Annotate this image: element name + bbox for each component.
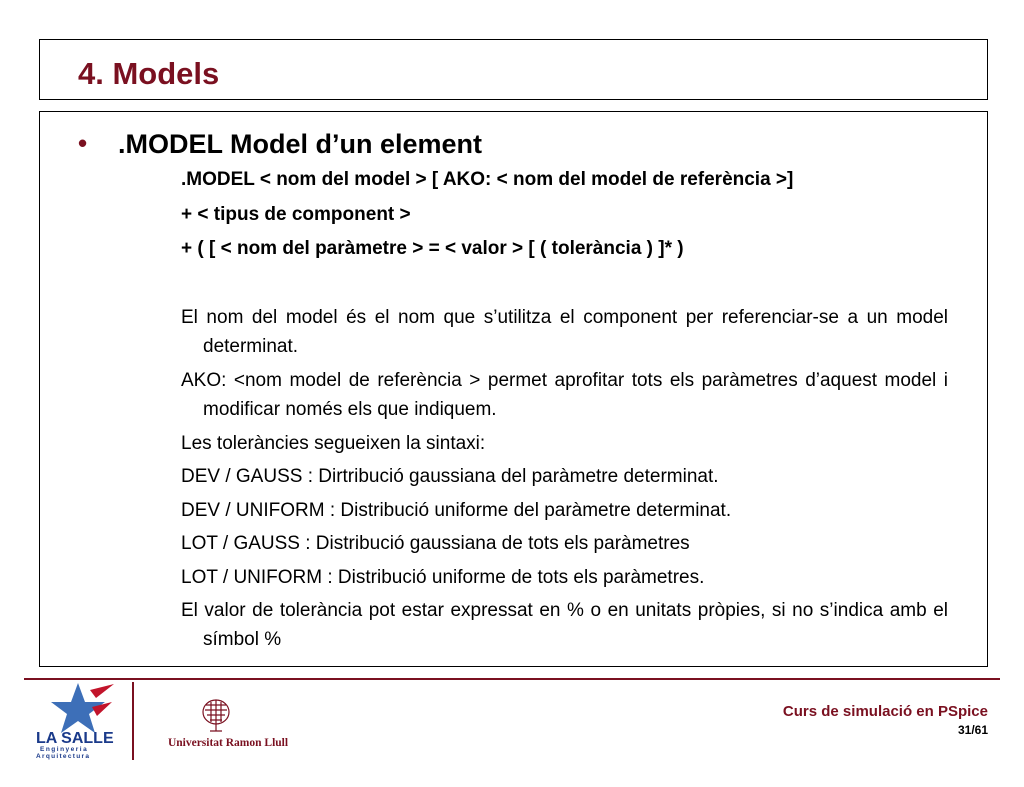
logo-separator [132, 682, 134, 760]
syntax-line-1: .MODEL < nom del model > [ AKO: < nom del model de referència >] [181, 169, 794, 190]
bullet-heading-text: .MODEL Model d’un element [118, 129, 483, 159]
footer-divider [24, 678, 1000, 680]
university-name: Universitat Ramon Llull [167, 737, 289, 749]
content-frame [39, 111, 988, 667]
bullet-icon: • [78, 128, 88, 158]
syntax-line-3: + ( [ < nom del paràmetre > = < valor > [ ( tolerància ) ]* ) [181, 238, 684, 259]
lasalle-logo-sub1: Enginyeria [40, 746, 89, 753]
tree-icon [148, 694, 308, 736]
slide-title: 4. Models [78, 56, 220, 91]
paragraph-lot-gauss: LOT / GAUSS : Distribució gaussiana de tots els paràmetres [181, 533, 690, 554]
course-title: Curs de simulació en PSpice [782, 703, 988, 720]
bullet-heading [78, 128, 482, 160]
paragraph-tolerance-units: El valor de tolerància pot estar expressat en % o en unitats pròpies, si no s’indica amb el símbol % [181, 600, 948, 651]
paragraph-lot-uniform: LOT / UNIFORM : Distribució uniforme de tots els paràmetres. [181, 567, 705, 588]
paragraph-model-name: El nom del model és el nom que s’utilitza el component per referenciar-se a un model determinat. [181, 307, 948, 358]
syntax-line-2: + < tipus de component > [181, 204, 411, 225]
paragraph-dev-uniform: DEV / UNIFORM : Distribució uniforme del paràmetre determinat. [181, 500, 732, 521]
lasalle-logo [34, 680, 130, 760]
university-logo [148, 694, 308, 754]
swoosh-icon [90, 684, 114, 698]
lasalle-logo-text: LA SALLE [36, 730, 114, 747]
lasalle-logo-sub2: Arquitectura [36, 753, 91, 760]
paragraph-tolerances-intro: Les toleràncies segueixen la sintaxi: [181, 433, 486, 454]
paragraph-dev-gauss: DEV / GAUSS : Dirtribució gaussiana del paràmetre determinat. [181, 466, 719, 487]
title-frame [39, 39, 988, 100]
page-number: 31/61 [957, 723, 988, 737]
paragraph-ako: AKO: <nom model de referència > permet aprofitar tots els paràmetres d’aquest model i modificar només els que indiquem. [181, 370, 948, 421]
